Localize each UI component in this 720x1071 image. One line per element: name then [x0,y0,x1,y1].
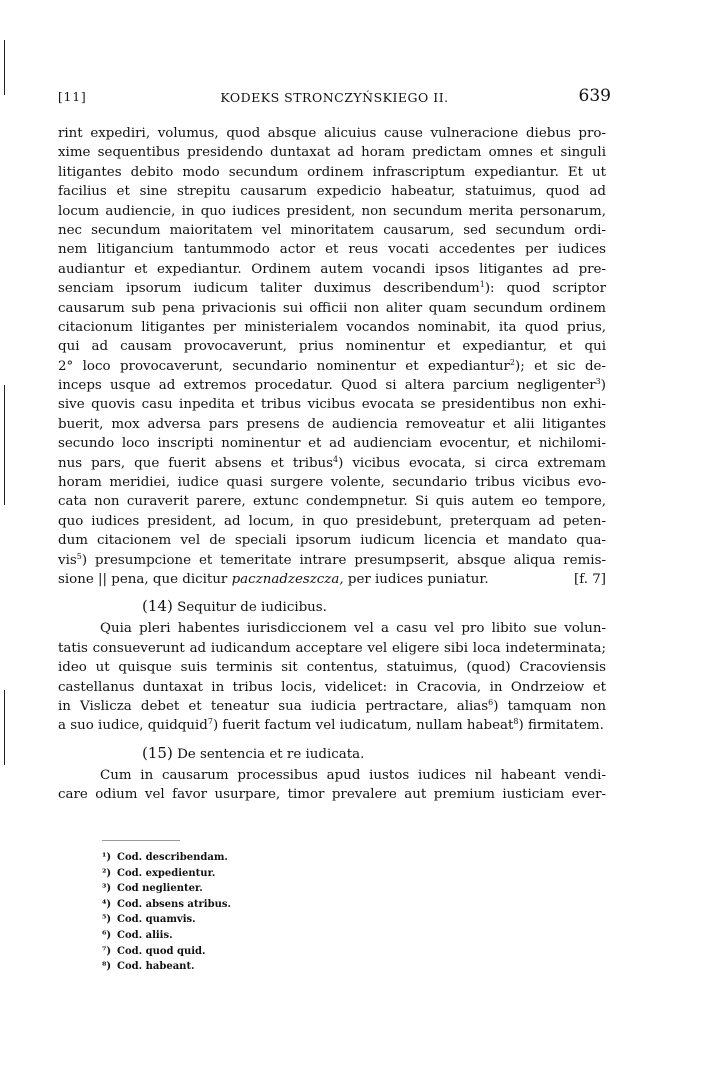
footnote-ref: 5 [76,551,82,561]
text-line: citacionum litigantes per ministerialem vocandos nominabit, ita quod prius, [58,319,606,335]
text-line: cata non curaverit parere, extunc condempnetur. Si quis autem eo tempore, [58,494,606,510]
section-title: Sequitur de iudicibus. [177,600,327,616]
text-line: sive quovis casu inpedita et tribus vicibus evocata se presidentibus non exhi- [58,397,606,413]
text-line: nem litigancium tantummodo actor et reus vocati accedentes per iudices [58,242,606,258]
footnote: ⁴) Cod. absens atribus. [102,898,231,910]
text-line: vis$^5$) presumpcione et temeritate intrare presumpserit, absque aliqua remis- [58,551,606,568]
text-line: a suo iudice, quidquid$^7$) fuerit factum vel iudicatum, nullam habeat$^8$) firmitatem. [58,717,604,734]
section-marker: [11] [58,90,87,104]
footnote-ref: 1 [479,280,485,290]
text-line: castellanus duntaxat in tribus locis, videlicet: in Cracovia, in Ondrzeiow et [58,679,606,695]
scan-edge-line [4,385,5,505]
section-number: (14) [142,597,173,616]
footnote-ref: 6 [488,697,494,707]
text-line: quo iudices president, ad locum, in quo presidebunt, preterquam ad peten- [58,513,606,529]
footnote: ³) Cod neglienter. [102,883,203,895]
text-line: locum audiencie, in quo iudices president, non secundum merita personarum, [58,203,606,219]
footnote-ref: 8 [513,717,519,727]
text-line: nec secundum maioritatem vel minoritatem causarum, sed secundum ordi- [58,222,606,238]
footnote: ⁵) Cod. quamvis. [102,914,196,926]
running-title: KODEKS STRONCZYŃSKIEGO II. [220,90,449,105]
section-heading-15 [58,736,606,766]
footnote: ⁷) Cod. quod quid. [102,945,206,957]
text-line: inceps usque ad extremos procedatur. Quod si altera parcium negligenter$^3$) [58,377,606,394]
text-line: nus pars, que fuerit absens et tribus$^4$) vicibus evocata, si circa extremam [58,454,606,471]
text-line: horam meridiei, iudice quasi surgere volente, secundario tribus vicibus evo- [58,475,606,491]
text-line: facilius et sine strepitu causarum expedicio habeatur, statuimus, quod ad [58,184,606,200]
text-line: causarum sub pena privacionis sui officii non aliter quam secundum ordinem [58,300,606,316]
text-line: 2° loco provocaverunt, secundario nominentur et expediantur$^2$); et sic de- [58,357,606,374]
text-line: buerit, mox adversa pars presens de audiencia removeatur et alii litigantes [58,416,606,432]
text-line: sione || pena, que dicitur pacznadzeszcza, per iudices puniatur. [f. 7] [58,570,606,589]
text-line: audiantur et expediantur. Ordinem autem vocandi ipsos litigantes ad pre- [58,261,606,277]
text-line: in Vislicza debet et teneatur sua iudicia pertractare, alias$^6$) tamquam non [58,697,606,714]
italic-term: pacznadzeszcza, [231,571,344,587]
folio-marker: [f. 7] [574,571,606,587]
text-line: xime sequentibus presidendo duntaxat ad horam predictam omnes et singuli [58,145,606,161]
text-line: secundo loco inscripti nominentur et ad audienciam evocentur, et nichilomi- [58,436,606,452]
scan-edge-line [4,40,5,95]
text-line: dum citacionem vel de speciali ipsorum iudicum licencia et mandato qua- [58,533,606,549]
footnote-divider [102,840,180,841]
section-number: (15) [142,743,173,762]
text-line: care odium vel favor usurpare, timor prevalere aut premium iusticiam ever- [58,787,606,803]
text-line: litigantes debito modo secundum ordinem infrascriptum expediantur. Et ut [58,164,606,180]
footnote-ref: 4 [333,454,339,464]
scan-edge-line [4,690,5,765]
footnote-ref: 7 [207,717,213,727]
section-title: De sentencia et re iudicata. [177,746,365,762]
footnotes [102,850,231,975]
text-line: ideo ut quisque suis terminis sit contentus, statuimus, (quod) Cracoviensis [58,660,606,676]
footnote: ⁸) Cod. habeant. [102,961,195,973]
footnote: ²) Cod. expedientur. [102,867,216,879]
text-line: Quia pleri habentes iurisdiccionem vel a casu vel pro libito sue volun- [100,621,606,637]
text-line: tatis consueverunt ad iudicandum acceptare vel eligere sibi loca indeterminata; [58,640,606,656]
section-heading-14 [58,589,606,619]
body-text [58,124,606,805]
text-line: senciam ipsorum iudicum taliter duximus describendum$^1$): quod scriptor [58,280,606,297]
footnote-ref: 2 [509,357,515,367]
footnote-ref: 3 [595,377,601,387]
footnote: ¹) Cod. describendam. [102,852,228,863]
page-number: 639 [578,86,611,106]
text-line: Cum in causarum processibus apud iustos iudices nil habeant vendi- [100,767,606,783]
footnote: ⁶) Cod. aliis. [102,929,173,941]
text-line: rint expediri, volumus, quod absque alicuius cause vulneracione diebus pro- [58,126,606,141]
running-header [58,86,611,110]
text-line: qui ad causam provocaverunt, prius nominentur et expediantur, et qui [58,339,606,355]
